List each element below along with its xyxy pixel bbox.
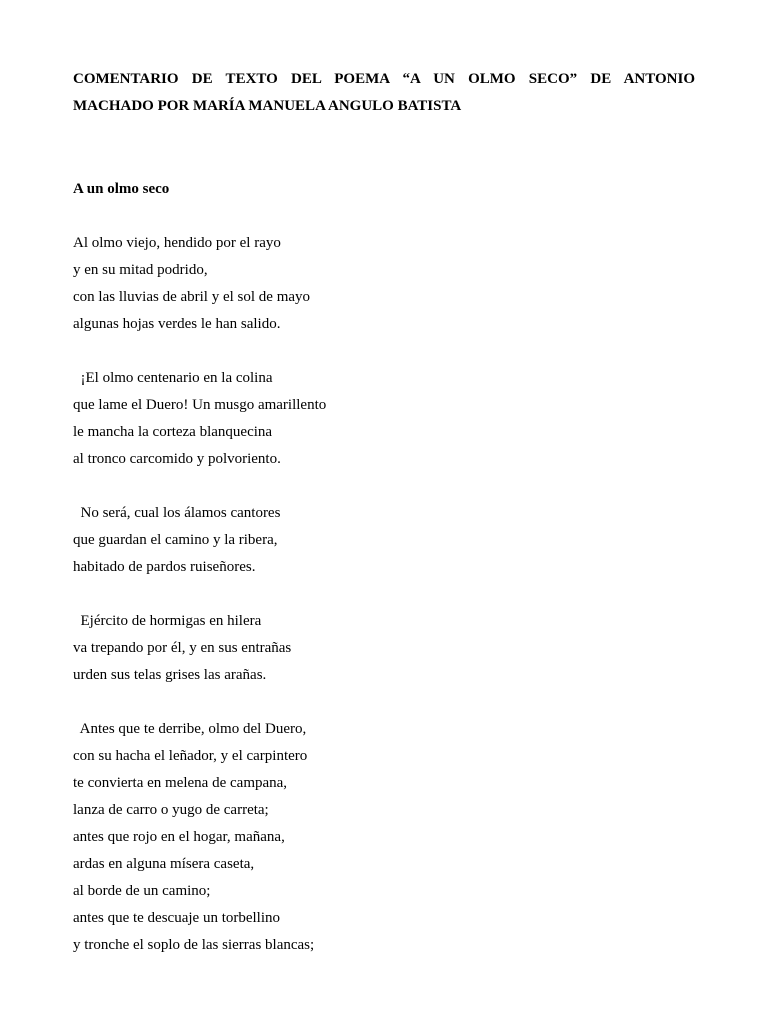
poem-verse: al tronco carcomido y polvoriento.	[73, 451, 281, 467]
poem-verse: ¡El olmo centenario en la colina	[73, 370, 273, 386]
document-title-line-1: COMENTARIO DE TEXTO DEL POEMA “A UN OLMO SECO” DE ANTONIO	[73, 71, 695, 87]
poem-verse: va trepando por él, y en sus entrañas	[73, 640, 292, 656]
poem-verse: te convierta en melena de campana,	[73, 775, 288, 791]
poem-verse: al borde de un camino;	[73, 883, 211, 899]
poem-verse: Ejército de hormigas en hilera	[73, 613, 262, 629]
poem-verse: algunas hojas verdes le han salido.	[73, 316, 281, 332]
poem-stanza	[73, 716, 326, 959]
poem-verse: habitado de pardos ruiseñores.	[73, 559, 256, 575]
poem-verse: con su hacha el leñador, y el carpintero	[73, 748, 308, 764]
poem-verse: antes que rojo en el hogar, mañana,	[73, 829, 285, 845]
poem-verse: urden sus telas grises las arañas.	[73, 667, 267, 683]
poem-stanza	[73, 230, 326, 338]
poem-verse: con las lluvias de abril y el sol de mayo	[73, 289, 311, 305]
poem-stanza	[73, 608, 326, 689]
poem-verse: lanza de carro o yugo de carreta;	[73, 802, 269, 818]
document-page	[73, 66, 695, 953]
poem-verse: Al olmo viejo, hendido por el rayo	[73, 235, 281, 251]
poem-verse: Antes que te derribe, olmo del Duero,	[73, 721, 307, 737]
poem-title: A un olmo seco	[73, 181, 170, 197]
poem-verse: y en su mitad podrido,	[73, 262, 208, 278]
poem-verse: No será, cual los álamos cantores	[73, 505, 281, 521]
poem-body	[73, 230, 326, 986]
poem-verse: antes que te descuaje un torbellino	[73, 910, 281, 926]
poem-verse: ardas en alguna mísera caseta,	[73, 856, 255, 872]
poem-verse: que lame el Duero! Un musgo amarillento	[73, 397, 327, 413]
poem-stanza	[73, 500, 326, 581]
poem-stanza	[73, 365, 326, 473]
document-title-line-2: MACHADO POR MARÍA MANUELA ANGULO BATISTA	[73, 98, 462, 114]
poem-verse: y tronche el soplo de las sierras blancas;	[73, 937, 315, 953]
poem-verse: le mancha la corteza blanquecina	[73, 424, 273, 440]
poem-verse: que guardan el camino y la ribera,	[73, 532, 278, 548]
document-title	[73, 66, 695, 120]
